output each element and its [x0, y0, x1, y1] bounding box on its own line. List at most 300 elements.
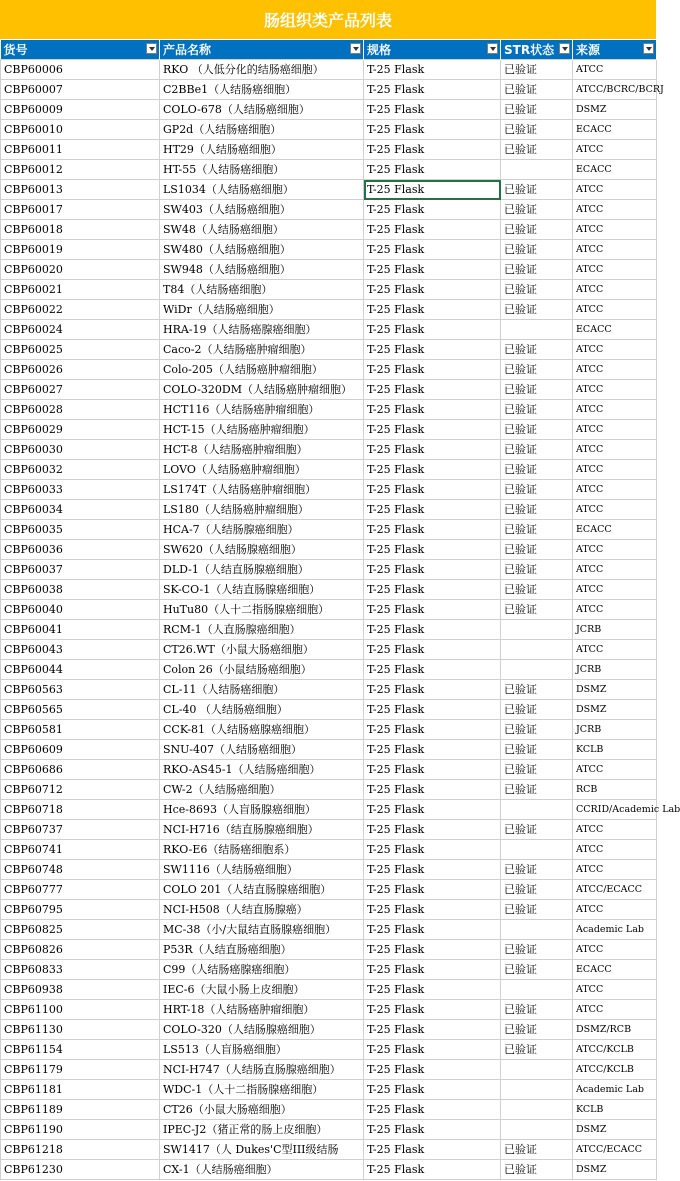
cell-str[interactable]: 已验证: [501, 1140, 573, 1160]
cell-id[interactable]: CBP60011: [1, 140, 160, 160]
cell-spec[interactable]: T-25 Flask: [364, 860, 501, 880]
cell-source[interactable]: ATCC: [573, 820, 657, 840]
cell-id[interactable]: CBP60044: [1, 660, 160, 680]
cell-name[interactable]: WDC-1（人十二指肠腺癌细胞）: [160, 1080, 364, 1100]
cell-str[interactable]: [501, 640, 573, 660]
cell-source[interactable]: CCRID/Academic Lab: [573, 800, 657, 820]
cell-spec[interactable]: T-25 Flask: [364, 800, 501, 820]
cell-str[interactable]: 已验证: [501, 300, 573, 320]
cell-name[interactable]: SW948（人结肠癌细胞）: [160, 260, 364, 280]
cell-id[interactable]: CBP61190: [1, 1120, 160, 1140]
cell-name[interactable]: Caco-2（人结肠癌肿瘤细胞）: [160, 340, 364, 360]
cell-source[interactable]: DSMZ: [573, 700, 657, 720]
cell-id[interactable]: CBP60009: [1, 100, 160, 120]
cell-spec[interactable]: T-25 Flask: [364, 900, 501, 920]
cell-source[interactable]: ATCC: [573, 580, 657, 600]
cell-id[interactable]: CBP60010: [1, 120, 160, 140]
cell-spec[interactable]: T-25 Flask: [364, 80, 501, 100]
cell-str[interactable]: 已验证: [501, 720, 573, 740]
cell-id[interactable]: CBP60581: [1, 720, 160, 740]
cell-source[interactable]: ECACC: [573, 520, 657, 540]
cell-id[interactable]: CBP60609: [1, 740, 160, 760]
cell-spec[interactable]: T-25 Flask: [364, 980, 501, 1000]
cell-id[interactable]: CBP60938: [1, 980, 160, 1000]
cell-spec[interactable]: T-25 Flask: [364, 560, 501, 580]
cell-source[interactable]: ATCC: [573, 600, 657, 620]
cell-id[interactable]: CBP60036: [1, 540, 160, 560]
cell-id[interactable]: CBP60741: [1, 840, 160, 860]
cell-name[interactable]: RKO （人低分化的结肠癌细胞）: [160, 60, 364, 80]
filter-dropdown-icon[interactable]: [350, 43, 361, 54]
cell-str[interactable]: [501, 660, 573, 680]
cell-name[interactable]: Colo-205（人结肠癌肿瘤细胞）: [160, 360, 364, 380]
cell-spec[interactable]: T-25 Flask: [364, 500, 501, 520]
cell-id[interactable]: CBP61179: [1, 1060, 160, 1080]
cell-name[interactable]: NCI-H508（人结直肠腺癌）: [160, 900, 364, 920]
cell-source[interactable]: ATCC: [573, 940, 657, 960]
cell-name[interactable]: LS513（人盲肠癌细胞）: [160, 1040, 364, 1060]
cell-source[interactable]: ATCC: [573, 980, 657, 1000]
cell-spec[interactable]: T-25 Flask: [364, 1020, 501, 1040]
cell-id[interactable]: CBP60748: [1, 860, 160, 880]
cell-id[interactable]: CBP60012: [1, 160, 160, 180]
cell-name[interactable]: CL-40 （人结肠癌细胞）: [160, 700, 364, 720]
cell-id[interactable]: CBP61100: [1, 1000, 160, 1020]
cell-name[interactable]: MC-38（小/大鼠结直肠腺癌细胞）: [160, 920, 364, 940]
cell-str[interactable]: 已验证: [501, 940, 573, 960]
cell-str[interactable]: 已验证: [501, 220, 573, 240]
cell-source[interactable]: ATCC: [573, 280, 657, 300]
cell-str[interactable]: 已验证: [501, 600, 573, 620]
cell-str[interactable]: [501, 320, 573, 340]
cell-id[interactable]: CBP60030: [1, 440, 160, 460]
table-row: [1, 720, 657, 740]
cell-id[interactable]: CBP60041: [1, 620, 160, 640]
cell-str[interactable]: 已验证: [501, 80, 573, 100]
cell-spec[interactable]: T-25 Flask: [364, 480, 501, 500]
cell-name[interactable]: P53R（人结直肠癌细胞）: [160, 940, 364, 960]
cell-str[interactable]: 已验证: [501, 500, 573, 520]
cell-source[interactable]: ATCC: [573, 460, 657, 480]
cell-name[interactable]: GP2d（人结肠癌细胞）: [160, 120, 364, 140]
cell-source[interactable]: JCRB: [573, 620, 657, 640]
cell-spec[interactable]: T-25 Flask: [364, 180, 501, 200]
cell-str[interactable]: 已验证: [501, 280, 573, 300]
cell-name[interactable]: SW1116（人结肠癌细胞）: [160, 860, 364, 880]
cell-id[interactable]: CBP60029: [1, 420, 160, 440]
cell-id[interactable]: CBP60777: [1, 880, 160, 900]
table-row: [1, 620, 657, 640]
cell-source[interactable]: DSMZ: [573, 1160, 657, 1180]
cell-spec[interactable]: T-25 Flask: [364, 380, 501, 400]
cell-id[interactable]: CBP60826: [1, 940, 160, 960]
cell-name[interactable]: SK-CO-1（人结直肠腺癌细胞）: [160, 580, 364, 600]
cell-id[interactable]: CBP60022: [1, 300, 160, 320]
cell-spec[interactable]: T-25 Flask: [364, 540, 501, 560]
cell-name[interactable]: LS180（人结肠癌肿瘤细胞）: [160, 500, 364, 520]
table-row: [1, 540, 657, 560]
cell-spec[interactable]: T-25 Flask: [364, 620, 501, 640]
cell-spec[interactable]: T-25 Flask: [364, 60, 501, 80]
cell-spec[interactable]: T-25 Flask: [364, 580, 501, 600]
cell-str[interactable]: 已验证: [501, 380, 573, 400]
cell-name[interactable]: SW480（人结肠癌细胞）: [160, 240, 364, 260]
cell-source[interactable]: ATCC: [573, 180, 657, 200]
cell-name[interactable]: C99（人结肠癌腺癌细胞）: [160, 960, 364, 980]
cell-id[interactable]: CBP60040: [1, 600, 160, 620]
cell-id[interactable]: CBP60020: [1, 260, 160, 280]
cell-str[interactable]: 已验证: [501, 260, 573, 280]
cell-name[interactable]: Hce-8693（人盲肠腺癌细胞）: [160, 800, 364, 820]
cell-id[interactable]: CBP61181: [1, 1080, 160, 1100]
cell-name[interactable]: SW620（人结肠腺癌细胞）: [160, 540, 364, 560]
cell-spec[interactable]: T-25 Flask: [364, 1160, 501, 1180]
cell-id[interactable]: CBP60565: [1, 700, 160, 720]
cell-id[interactable]: CBP61154: [1, 1040, 160, 1060]
cell-str[interactable]: 已验证: [501, 820, 573, 840]
cell-spec[interactable]: T-25 Flask: [364, 880, 501, 900]
cell-source[interactable]: ATCC: [573, 140, 657, 160]
table-row: [1, 260, 657, 280]
cell-source[interactable]: ATCC/ECACC: [573, 880, 657, 900]
cell-str[interactable]: 已验证: [501, 900, 573, 920]
cell-spec[interactable]: T-25 Flask: [364, 700, 501, 720]
cell-spec[interactable]: T-25 Flask: [364, 300, 501, 320]
cell-str[interactable]: 已验证: [501, 740, 573, 760]
cell-id[interactable]: CBP61218: [1, 1140, 160, 1160]
cell-source[interactable]: ATCC: [573, 540, 657, 560]
cell-name[interactable]: LS174T（人结肠癌肿瘤细胞）: [160, 480, 364, 500]
cell-spec[interactable]: T-25 Flask: [364, 420, 501, 440]
cell-spec[interactable]: T-25 Flask: [364, 100, 501, 120]
cell-name[interactable]: C2BBe1（人结肠癌细胞）: [160, 80, 364, 100]
cell-str[interactable]: [501, 1120, 573, 1140]
cell-spec[interactable]: T-25 Flask: [364, 320, 501, 340]
cell-source[interactable]: ATCC: [573, 340, 657, 360]
cell-spec[interactable]: T-25 Flask: [364, 260, 501, 280]
cell-id[interactable]: CBP60034: [1, 500, 160, 520]
cell-name[interactable]: HuTu80（人十二指肠腺癌细胞）: [160, 600, 364, 620]
cell-spec[interactable]: T-25 Flask: [364, 520, 501, 540]
cell-id[interactable]: CBP60024: [1, 320, 160, 340]
cell-name[interactable]: NCI-H716（结直肠腺癌细胞）: [160, 820, 364, 840]
cell-id[interactable]: CBP60021: [1, 280, 160, 300]
cell-name[interactable]: CX-1（人结肠癌细胞）: [160, 1160, 364, 1180]
cell-source[interactable]: DSMZ/RCB: [573, 1020, 657, 1040]
cell-spec[interactable]: T-25 Flask: [364, 940, 501, 960]
cell-source[interactable]: DSMZ: [573, 680, 657, 700]
filter-dropdown-icon[interactable]: [559, 43, 570, 54]
cell-str[interactable]: 已验证: [501, 420, 573, 440]
cell-name[interactable]: RKO-E6（结肠癌细胞系）: [160, 840, 364, 860]
table-row: [1, 140, 657, 160]
cell-source[interactable]: ATCC: [573, 500, 657, 520]
cell-name[interactable]: SNU-407（人结肠癌细胞）: [160, 740, 364, 760]
cell-str[interactable]: 已验证: [501, 700, 573, 720]
cell-id[interactable]: CBP60019: [1, 240, 160, 260]
cell-name[interactable]: IPEC-J2（猪正常的肠上皮细胞）: [160, 1120, 364, 1140]
cell-name[interactable]: HT29（人结肠癌细胞）: [160, 140, 364, 160]
cell-id[interactable]: CBP60006: [1, 60, 160, 80]
cell-id[interactable]: CBP60018: [1, 220, 160, 240]
cell-name[interactable]: COLO-320（人结肠腺癌细胞）: [160, 1020, 364, 1040]
cell-source[interactable]: ECACC: [573, 960, 657, 980]
cell-source[interactable]: ECACC: [573, 320, 657, 340]
cell-name[interactable]: HCT116（人结肠癌肿瘤细胞）: [160, 400, 364, 420]
cell-str[interactable]: 已验证: [501, 440, 573, 460]
cell-spec[interactable]: T-25 Flask: [364, 360, 501, 380]
cell-source[interactable]: ATCC/BCRC/BCRJ: [573, 80, 657, 100]
cell-name[interactable]: HRA-19（人结肠癌腺癌细胞）: [160, 320, 364, 340]
cell-id[interactable]: CBP60737: [1, 820, 160, 840]
cell-str[interactable]: 已验证: [501, 240, 573, 260]
cell-str[interactable]: 已验证: [501, 460, 573, 480]
cell-source[interactable]: ATCC: [573, 760, 657, 780]
cell-source[interactable]: ATCC: [573, 380, 657, 400]
table-row: [1, 280, 657, 300]
cell-id[interactable]: CBP60686: [1, 760, 160, 780]
cell-id[interactable]: CBP60563: [1, 680, 160, 700]
cell-str[interactable]: 已验证: [501, 60, 573, 80]
cell-id[interactable]: CBP60712: [1, 780, 160, 800]
cell-id[interactable]: CBP60038: [1, 580, 160, 600]
filter-dropdown-icon[interactable]: [643, 43, 654, 54]
cell-spec[interactable]: T-25 Flask: [364, 120, 501, 140]
cell-name[interactable]: COLO-678（人结肠癌细胞）: [160, 100, 364, 120]
cell-spec[interactable]: T-25 Flask: [364, 680, 501, 700]
cell-source[interactable]: Academic Lab: [573, 920, 657, 940]
cell-id[interactable]: CBP60033: [1, 480, 160, 500]
cell-name[interactable]: T84（人结肠癌细胞）: [160, 280, 364, 300]
cell-source[interactable]: ATCC: [573, 860, 657, 880]
table-row: [1, 340, 657, 360]
cell-str[interactable]: [501, 160, 573, 180]
cell-spec[interactable]: T-25 Flask: [364, 1080, 501, 1100]
cell-str[interactable]: [501, 980, 573, 1000]
cell-name[interactable]: CW-2（人结肠癌细胞）: [160, 780, 364, 800]
cell-source[interactable]: ATCC: [573, 900, 657, 920]
cell-source[interactable]: KCLB: [573, 1100, 657, 1120]
cell-id[interactable]: CBP60025: [1, 340, 160, 360]
cell-source[interactable]: Academic Lab: [573, 1080, 657, 1100]
cell-source[interactable]: RCB: [573, 780, 657, 800]
cell-id[interactable]: CBP60833: [1, 960, 160, 980]
cell-spec[interactable]: T-25 Flask: [364, 640, 501, 660]
cell-name[interactable]: CT26（小鼠大肠癌细胞）: [160, 1100, 364, 1120]
cell-id[interactable]: CBP60026: [1, 360, 160, 380]
table-row: [1, 980, 657, 1000]
cell-name[interactable]: HCT-15（人结肠癌肿瘤细胞）: [160, 420, 364, 440]
cell-source[interactable]: ATCC: [573, 260, 657, 280]
cell-name[interactable]: COLO 201（人结直肠腺癌细胞）: [160, 880, 364, 900]
cell-str[interactable]: 已验证: [501, 580, 573, 600]
cell-spec[interactable]: T-25 Flask: [364, 820, 501, 840]
cell-str[interactable]: 已验证: [501, 860, 573, 880]
cell-str[interactable]: [501, 1060, 573, 1080]
cell-spec[interactable]: T-25 Flask: [364, 1100, 501, 1120]
cell-spec[interactable]: T-25 Flask: [364, 920, 501, 940]
cell-id[interactable]: CBP60032: [1, 460, 160, 480]
cell-source[interactable]: ATCC: [573, 840, 657, 860]
cell-source[interactable]: JCRB: [573, 720, 657, 740]
cell-str[interactable]: [501, 800, 573, 820]
cell-name[interactable]: HRT-18（人结肠癌肿瘤细胞）: [160, 1000, 364, 1020]
cell-str[interactable]: 已验证: [501, 520, 573, 540]
cell-name[interactable]: Colon 26（小鼠结肠癌细胞）: [160, 660, 364, 680]
cell-str[interactable]: 已验证: [501, 760, 573, 780]
cell-str[interactable]: 已验证: [501, 1000, 573, 1020]
table-row: [1, 500, 657, 520]
cell-name[interactable]: IEC-6（大鼠小肠上皮细胞）: [160, 980, 364, 1000]
cell-source[interactable]: ATCC: [573, 640, 657, 660]
cell-source[interactable]: ATCC: [573, 560, 657, 580]
cell-source[interactable]: ATCC: [573, 240, 657, 260]
cell-spec[interactable]: T-25 Flask: [364, 220, 501, 240]
cell-str[interactable]: 已验证: [501, 480, 573, 500]
cell-str[interactable]: 已验证: [501, 360, 573, 380]
table-row: [1, 1100, 657, 1120]
cell-source[interactable]: ATCC: [573, 300, 657, 320]
filter-dropdown-icon[interactable]: [146, 43, 157, 54]
cell-source[interactable]: ATCC: [573, 220, 657, 240]
cell-spec[interactable]: T-25 Flask: [364, 1040, 501, 1060]
cell-str[interactable]: 已验证: [501, 140, 573, 160]
cell-spec[interactable]: T-25 Flask: [364, 460, 501, 480]
cell-id[interactable]: CBP61130: [1, 1020, 160, 1040]
cell-str[interactable]: 已验证: [501, 540, 573, 560]
cell-id[interactable]: CBP60043: [1, 640, 160, 660]
cell-str[interactable]: 已验证: [501, 120, 573, 140]
cell-id[interactable]: CBP60718: [1, 800, 160, 820]
cell-name[interactable]: SW48（人结肠癌细胞）: [160, 220, 364, 240]
cell-spec[interactable]: T-25 Flask: [364, 1120, 501, 1140]
cell-str[interactable]: 已验证: [501, 1160, 573, 1180]
cell-source[interactable]: ATCC: [573, 360, 657, 380]
cell-source[interactable]: ATCC: [573, 200, 657, 220]
cell-spec[interactable]: T-25 Flask: [364, 780, 501, 800]
cell-id[interactable]: CBP61189: [1, 1100, 160, 1120]
cell-str[interactable]: 已验证: [501, 340, 573, 360]
cell-spec[interactable]: T-25 Flask: [364, 760, 501, 780]
cell-spec[interactable]: T-25 Flask: [364, 740, 501, 760]
cell-name[interactable]: WiDr（人结肠癌细胞）: [160, 300, 364, 320]
cell-spec[interactable]: T-25 Flask: [364, 140, 501, 160]
cell-name[interactable]: HCT-8（人结肠癌肿瘤细胞）: [160, 440, 364, 460]
cell-str[interactable]: [501, 1080, 573, 1100]
cell-str[interactable]: 已验证: [501, 680, 573, 700]
cell-name[interactable]: LS1034（人结肠癌细胞）: [160, 180, 364, 200]
table-row: [1, 1120, 657, 1140]
cell-source[interactable]: DSMZ: [573, 100, 657, 120]
cell-str[interactable]: [501, 1100, 573, 1120]
cell-spec[interactable]: T-25 Flask: [364, 200, 501, 220]
table-row: [1, 520, 657, 540]
cell-str[interactable]: 已验证: [501, 180, 573, 200]
cell-id[interactable]: CBP60795: [1, 900, 160, 920]
cell-id[interactable]: CBP60027: [1, 380, 160, 400]
cell-id[interactable]: CBP60028: [1, 400, 160, 420]
cell-name[interactable]: HCA-7（人结肠腺癌细胞）: [160, 520, 364, 540]
cell-source[interactable]: ATCC: [573, 480, 657, 500]
cell-name[interactable]: NCI-H747（人结肠直肠腺癌细胞）: [160, 1060, 364, 1080]
cell-source[interactable]: ATCC/KCLB: [573, 1040, 657, 1060]
cell-source[interactable]: ATCC: [573, 440, 657, 460]
cell-source[interactable]: KCLB: [573, 740, 657, 760]
cell-name[interactable]: HT-55（人结肠癌细胞）: [160, 160, 364, 180]
cell-spec[interactable]: T-25 Flask: [364, 1140, 501, 1160]
cell-id[interactable]: CBP60017: [1, 200, 160, 220]
cell-source[interactable]: DSMZ: [573, 1120, 657, 1140]
cell-str[interactable]: 已验证: [501, 960, 573, 980]
cell-source[interactable]: JCRB: [573, 660, 657, 680]
cell-str[interactable]: 已验证: [501, 1020, 573, 1040]
cell-name[interactable]: SW403（人结肠癌细胞）: [160, 200, 364, 220]
cell-spec[interactable]: T-25 Flask: [364, 960, 501, 980]
cell-source[interactable]: ATCC/ECACC: [573, 1140, 657, 1160]
cell-name[interactable]: CL-11（人结肠癌细胞）: [160, 680, 364, 700]
table-row: [1, 220, 657, 240]
cell-str[interactable]: [501, 840, 573, 860]
cell-str[interactable]: 已验证: [501, 100, 573, 120]
cell-id[interactable]: CBP60037: [1, 560, 160, 580]
cell-id[interactable]: CBP60013: [1, 180, 160, 200]
cell-spec[interactable]: T-25 Flask: [364, 1000, 501, 1020]
cell-name[interactable]: RCM-1（人直肠腺癌细胞）: [160, 620, 364, 640]
cell-spec[interactable]: T-25 Flask: [364, 340, 501, 360]
cell-spec[interactable]: T-25 Flask: [364, 840, 501, 860]
cell-name[interactable]: COLO-320DM（人结肠癌肿瘤细胞）: [160, 380, 364, 400]
cell-spec[interactable]: T-25 Flask: [364, 240, 501, 260]
cell-spec[interactable]: T-25 Flask: [364, 160, 501, 180]
cell-name[interactable]: SW1417（人 Dukes'C型III级结肠: [160, 1140, 364, 1160]
cell-source[interactable]: ATCC: [573, 60, 657, 80]
cell-str[interactable]: 已验证: [501, 1040, 573, 1060]
cell-spec[interactable]: T-25 Flask: [364, 660, 501, 680]
cell-str[interactable]: 已验证: [501, 560, 573, 580]
cell-spec[interactable]: T-25 Flask: [364, 720, 501, 740]
cell-id[interactable]: CBP60007: [1, 80, 160, 100]
cell-spec[interactable]: T-25 Flask: [364, 440, 501, 460]
cell-source[interactable]: ECACC: [573, 120, 657, 140]
table-row: [1, 940, 657, 960]
cell-id[interactable]: CBP61230: [1, 1160, 160, 1180]
cell-str[interactable]: 已验证: [501, 880, 573, 900]
cell-str[interactable]: [501, 920, 573, 940]
cell-source[interactable]: ATCC: [573, 400, 657, 420]
cell-spec[interactable]: T-25 Flask: [364, 400, 501, 420]
cell-spec[interactable]: T-25 Flask: [364, 600, 501, 620]
cell-source[interactable]: ATCC/KCLB: [573, 1060, 657, 1080]
filter-dropdown-icon[interactable]: [487, 43, 498, 54]
cell-id[interactable]: CBP60035: [1, 520, 160, 540]
cell-name[interactable]: LOVO（人结肠癌肿瘤细胞）: [160, 460, 364, 480]
cell-name[interactable]: RKO-AS45-1（人结肠癌细胞）: [160, 760, 364, 780]
cell-spec[interactable]: T-25 Flask: [364, 1060, 501, 1080]
cell-name[interactable]: DLD-1（人结直肠腺癌细胞）: [160, 560, 364, 580]
cell-str[interactable]: 已验证: [501, 400, 573, 420]
cell-str[interactable]: [501, 620, 573, 640]
table-row: [1, 440, 657, 460]
cell-spec[interactable]: T-25 Flask: [364, 280, 501, 300]
cell-name[interactable]: CT26.WT（小鼠大肠癌细胞）: [160, 640, 364, 660]
cell-source[interactable]: ATCC: [573, 420, 657, 440]
cell-id[interactable]: CBP60825: [1, 920, 160, 940]
cell-str[interactable]: 已验证: [501, 200, 573, 220]
cell-name[interactable]: CCK-81（人结肠癌腺癌细胞）: [160, 720, 364, 740]
cell-source[interactable]: ATCC: [573, 1000, 657, 1020]
cell-str[interactable]: 已验证: [501, 780, 573, 800]
cell-source[interactable]: ECACC: [573, 160, 657, 180]
